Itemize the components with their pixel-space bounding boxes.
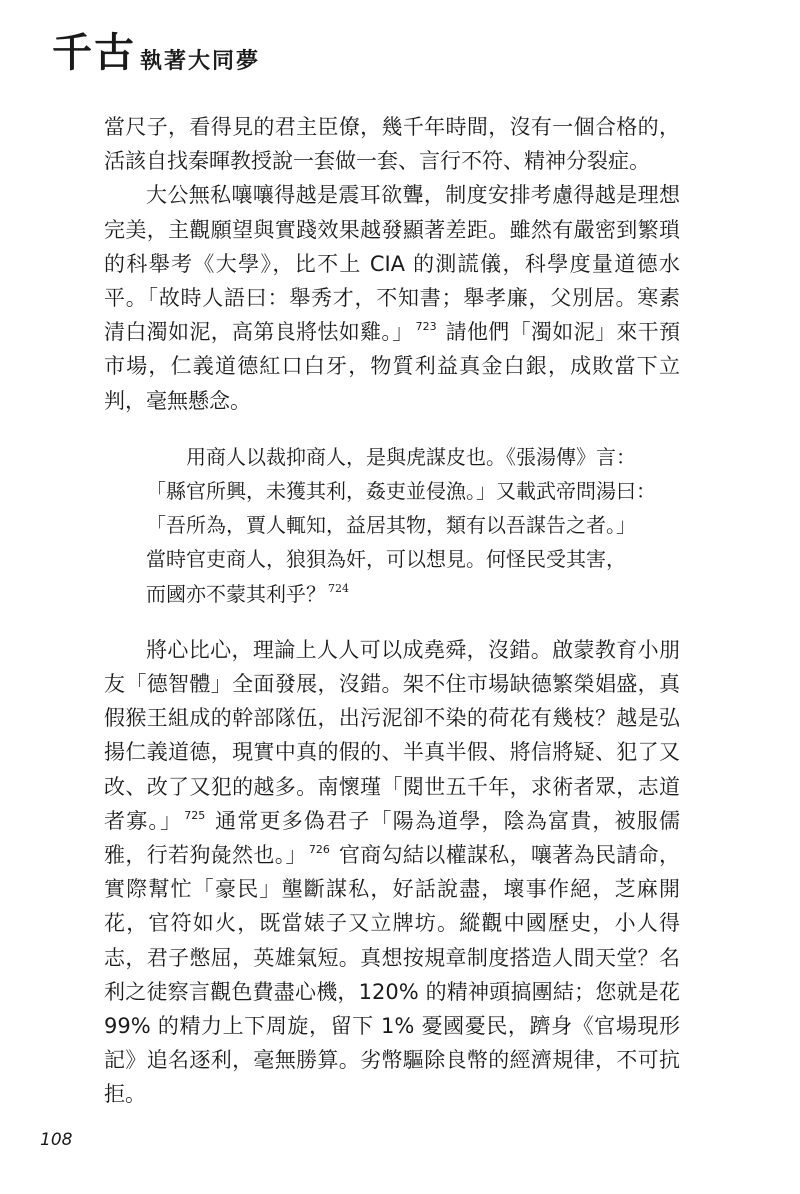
paragraph-heart-part3: 官商勾結以權謀私，嚷著為民請命，實際幫忙「豪民」壟斷謀私，好話說盡，壞事作絕，芝麻開花，官符如火，既當婊子又立牌坊。縱觀中國歷史，小人得志，君子憋屈，英雄氣短。真想按規章制度搭造人間天堂？名利之徒察言觀色費盡心機，120% 的精神頭搞團結；您就是花 99% 的精力上下周旋，留下 1% 憂國憂民，躋身《官場現形記》追名逐利，毫無勝算。劣幣驅除良幣的經濟規律，不可抗拒。: [104, 843, 680, 1107]
paragraph-public-spirit-tail: 請他們「濁如泥」來干預市場，仁義道德紅口白牙，物質利益真金白銀，成敗當下立判，毫無懸念。: [104, 320, 680, 413]
paragraph-heart-part1: 將心比心，理論上人人可以成堯舜，沒錯。啟蒙教育小朋友「德智體」全面發展，沒錯。架不住市場缺德繁榮娼盛，真假猴王組成的幹部隊伍，出污泥卻不染的荷花有幾枝？越是弘揚仁義道德，現實中真的假的、半真半假、將信將疑、犯了又改、改了又犯的越多。南懷瑾「閱世五千年，求術者眾，志道者寡。」: [104, 637, 680, 833]
paragraph-public-spirit: [104, 178, 680, 417]
paragraph-heart-part2: 通常更多偽君子「陽為道學，陰為富貴，被服儒雅，行若狗彘然也。」: [104, 808, 681, 868]
footnote-marker-723: 723: [415, 320, 437, 334]
quote-line: 「縣官所興，未獲其利，姦吏並侵漁。」又載武帝問湯曰：: [146, 479, 656, 504]
running-head: [52, 30, 260, 76]
page-number: 108: [40, 1130, 73, 1150]
paragraph-public-spirit-text: 大公無私嚷嚷得越是震耳欲聾，制度安排考慮得越是理想完美，主觀願望與實踐效果越發顯著差距。雖然有嚴密到繁瑣的科舉考《大學》，比不上 CIA 的測謊儀，科學度量道德水平。「故時人語曰：舉秀才，不知書；舉孝廉，父別居。寒素清白濁如泥，高第良將怯如雞。」: [104, 183, 680, 345]
quote-line-text: 而國亦不蒙其利乎？: [146, 581, 326, 606]
footnote-marker-724: 724: [328, 581, 349, 595]
footnote-marker-725: 725: [184, 808, 206, 822]
paragraph-heart: [104, 633, 680, 1112]
footnote-marker-726: 726: [308, 843, 330, 857]
quote-line: 「吾所為，賈人輒知，益居其物，類有以吾謀告之者。」: [146, 513, 636, 538]
paragraph-continuation: 當尺子，看得見的君主臣僚，幾千年時間，沒有一個合格的，活該自找秦暉教授說一套做一套、言行不符、精神分裂症。: [104, 115, 680, 174]
quote-line: 當時官吏商人，狼狽為奸，可以想見。何怪民受其害，: [146, 547, 626, 572]
quote-line: 用商人以裁抑商人，是與虎謀皮也。《張湯傳》言：: [186, 444, 636, 469]
running-head-subtitle: 執著大同夢: [140, 48, 261, 74]
body-text: [104, 110, 680, 1112]
quote-line-last: [146, 577, 680, 611]
block-quote: [146, 440, 680, 611]
running-head-title: 千古: [52, 29, 136, 76]
